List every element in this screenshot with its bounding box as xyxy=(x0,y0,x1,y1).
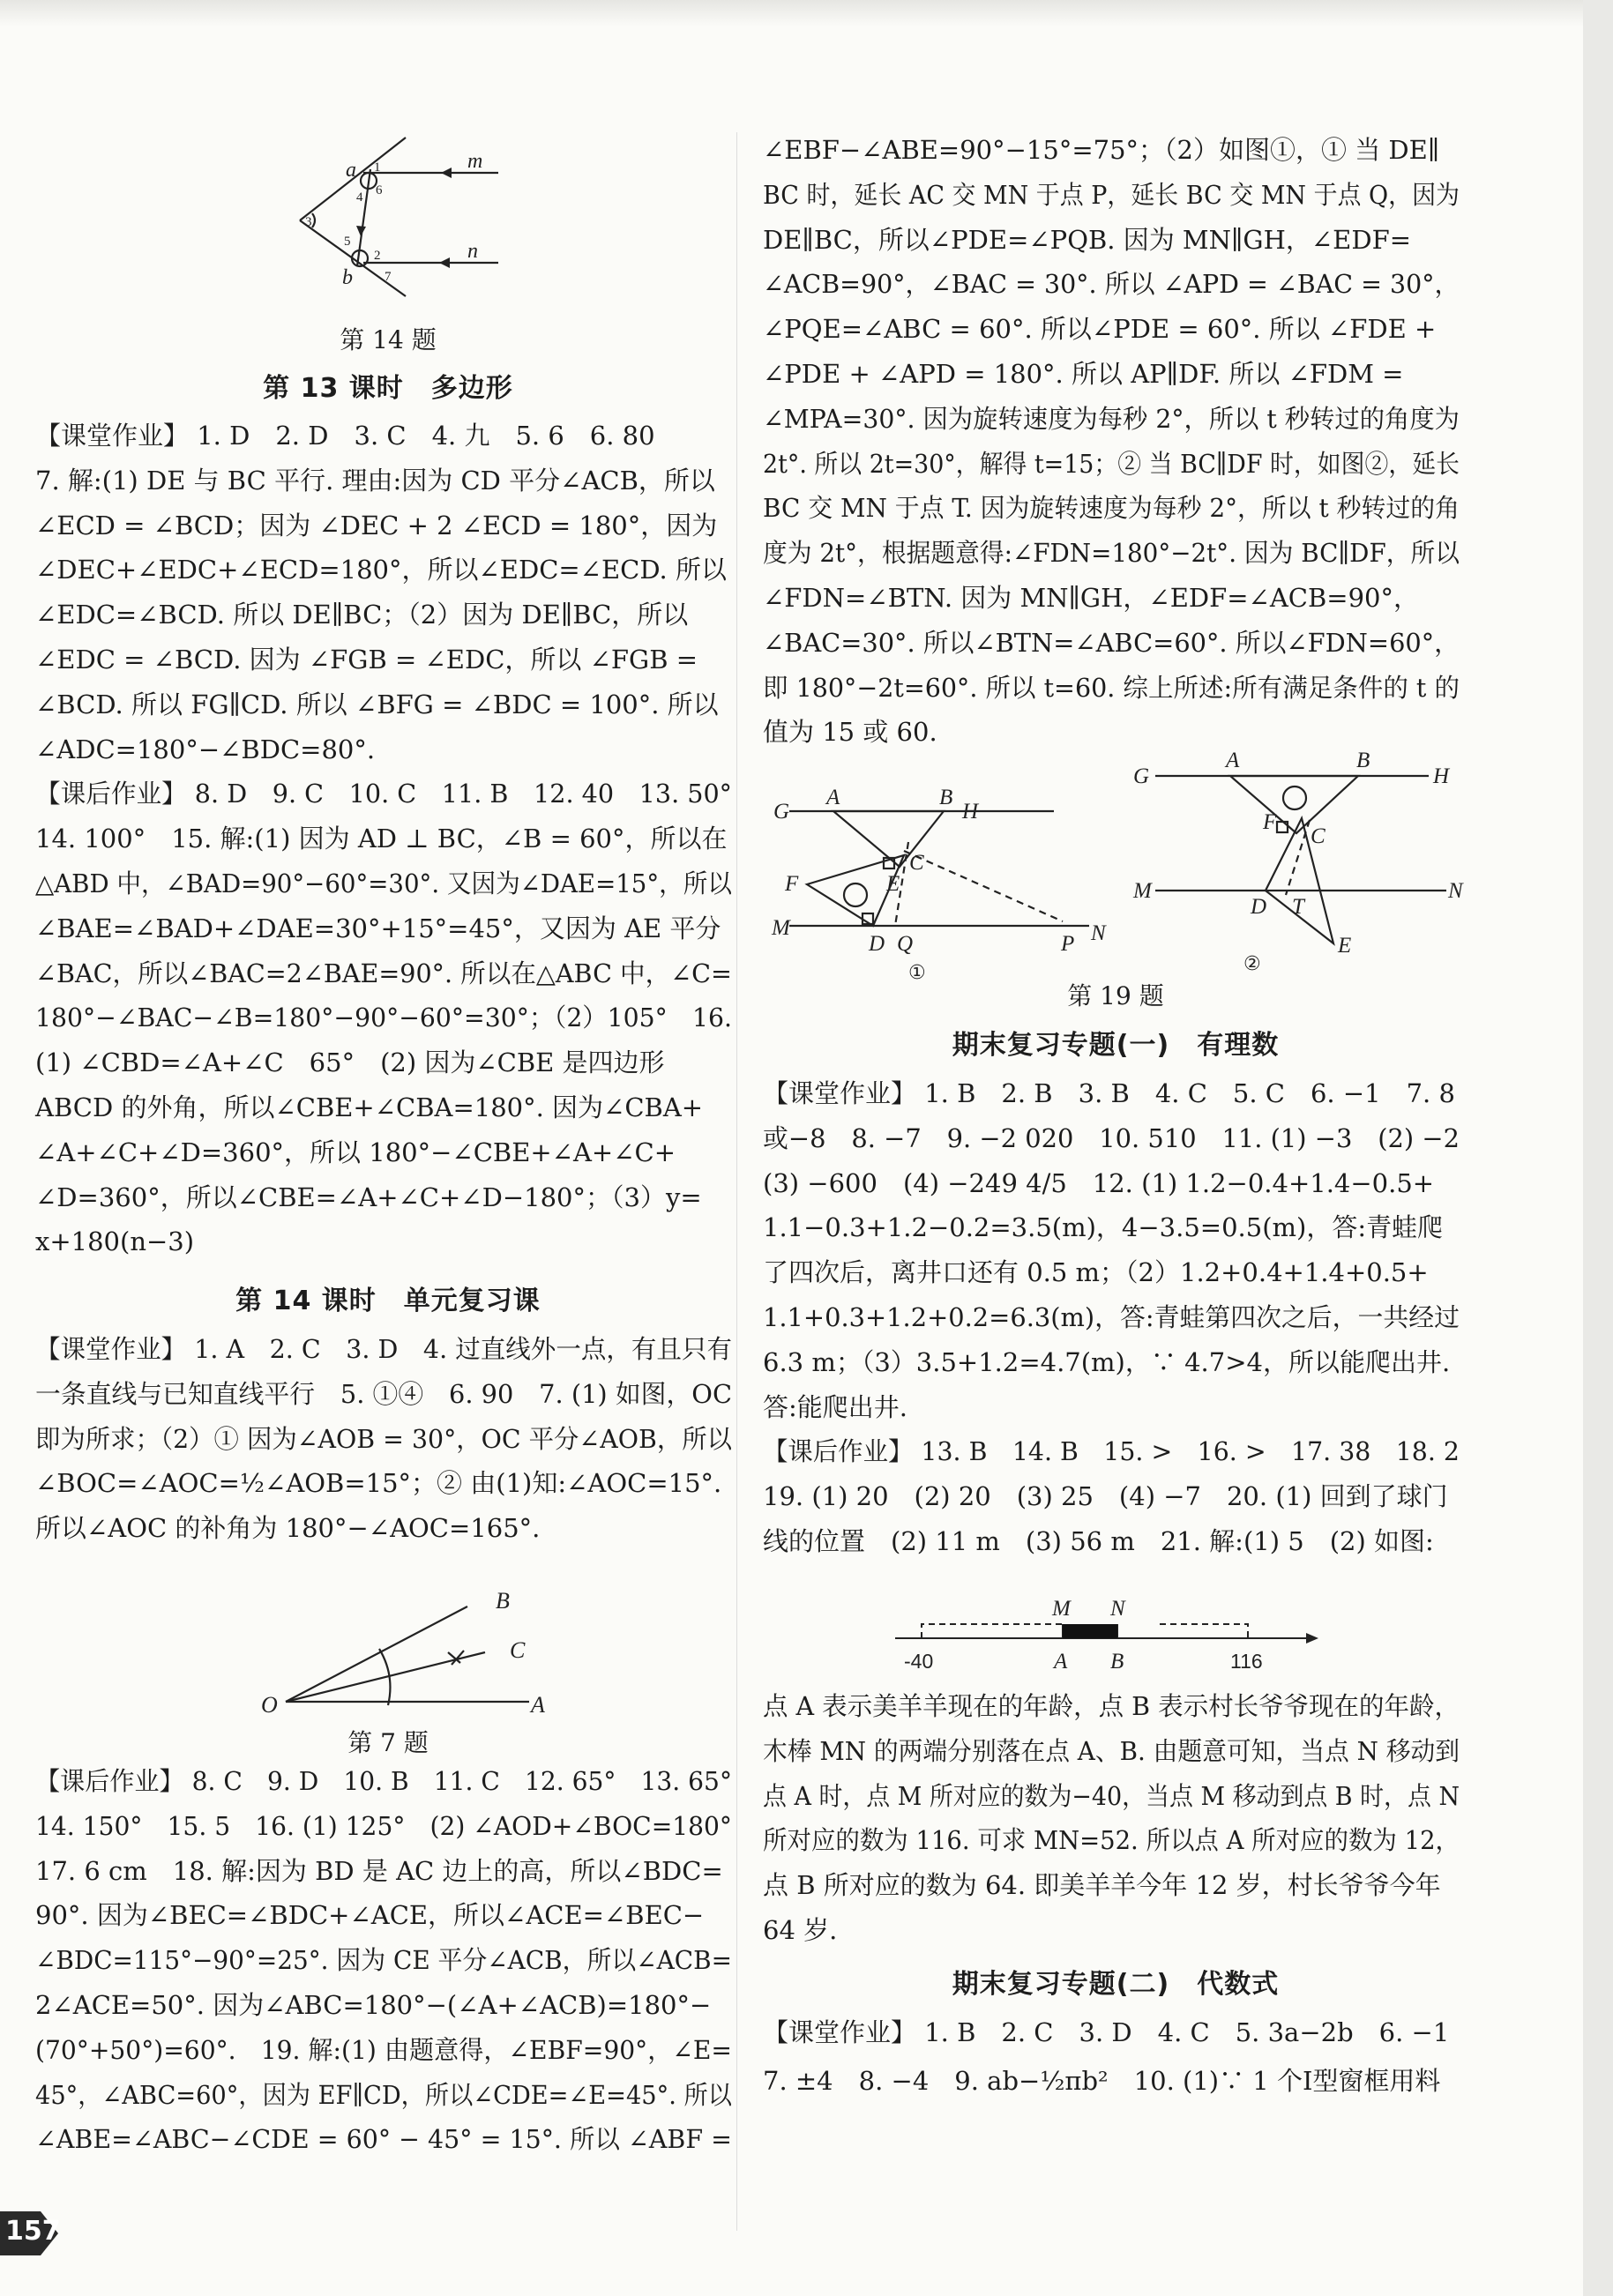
fig1-label-M: M xyxy=(772,916,790,940)
text-line xyxy=(35,1853,723,1889)
label-3: 3 xyxy=(305,215,312,229)
arrow-ray-icon xyxy=(356,226,366,236)
number-line-figure xyxy=(895,1587,1327,1684)
text-line xyxy=(763,714,937,749)
section-13-title: 第 13 课时 多边形 xyxy=(263,373,513,404)
text-line-content: 14. 150° 15. 5 16. (1) 125° (2) ∠AOD+∠BOC=180° xyxy=(35,1810,732,1841)
text-line xyxy=(35,552,727,587)
page-top-shading xyxy=(0,0,1613,26)
text-line xyxy=(35,1987,711,2023)
text-line xyxy=(35,1376,732,1412)
page-number-badge xyxy=(0,2203,60,2264)
text-line xyxy=(763,1210,1443,1245)
text-line xyxy=(763,1390,907,1425)
stick-MN xyxy=(1063,1624,1117,1638)
text-line xyxy=(763,177,1460,212)
text-line-content: 木棒 MN 的两端分别落在点 A、B. 由题意可知，当点 N 移动到 xyxy=(763,1735,1460,1766)
text-line xyxy=(35,2077,732,2113)
text-line xyxy=(763,2063,1440,2098)
text-line-content: ∠BAE=∠BAD+∠DAE=30°+15°=45°，又因为 AE 平分 xyxy=(35,913,721,943)
text-line-content: x+180(n−3) xyxy=(35,1226,195,1257)
fig2-label-M: M xyxy=(1133,879,1152,903)
text-line xyxy=(763,266,1460,302)
text-line xyxy=(763,446,1460,481)
figure-14 xyxy=(282,132,512,300)
text-line-content: ∠EDC=∠BCD. 所以 DE∥BC；（2）因为 DE∥BC，所以 xyxy=(35,600,689,630)
text-line xyxy=(35,1510,540,1546)
text-line-content: ∠PDE + ∠APD = 180°. 所以 AP∥DF. 所以 ∠FDM = xyxy=(763,359,1404,389)
text-line xyxy=(35,1090,703,1125)
fig2-label-B: B xyxy=(1356,749,1370,772)
fig1-label-A: A xyxy=(826,786,840,809)
text-line-content: ∠BOC=∠AOC=½∠AOB=15°；② 由(1)知:∠AOC=15°. xyxy=(35,1468,722,1499)
text-line xyxy=(763,2015,1449,2050)
fig1-label-H: H xyxy=(962,800,979,824)
text-line-content: ∠ACB=90°，∠BAC = 30°. 所以 ∠APD = ∠BAC = 30°， xyxy=(763,269,1460,300)
text-line-content: 2∠ACE=50°. 因为∠ABC=180°−(∠A+∠ACB)=180°− xyxy=(35,1990,712,2020)
nl-label-B: B xyxy=(1110,1650,1124,1674)
figure-19-2-diagram xyxy=(1129,741,1473,988)
fig2-label-F: F xyxy=(1263,810,1277,834)
text-line-content: 7. 解:(1) DE 与 BC 平行. 理由:因为 CD 平分∠ACB，所以 xyxy=(35,465,715,496)
text-line xyxy=(763,1076,1455,1111)
text-line-content: ∠MPA=30°. 因为旋转速度为每秒 2°，所以 t 秒转过的角度为 xyxy=(763,403,1460,434)
label-b: b xyxy=(342,266,353,289)
text-line xyxy=(763,1255,1429,1290)
text-line xyxy=(35,642,698,677)
figure-7-caption: 第 7 题 xyxy=(347,1728,429,1757)
label-1: 1 xyxy=(374,160,381,175)
text-line-content: 64 岁. xyxy=(763,1915,838,1945)
label-O: O xyxy=(261,1692,278,1718)
text-line-content: 所对应的数为 116. 可求 MN=52. 所以点 A 所对应的数为 12， xyxy=(763,1825,1460,1856)
text-line xyxy=(35,1045,665,1080)
text-line-content: 19. (1) 20 (2) 20 (3) 25 (4) −7 20. (1) 回到了球门 xyxy=(763,1481,1448,1512)
text-line-content: 即为所求；（2）① 因为∠AOB = 30°，OC 平分∠AOB，所以 xyxy=(35,1423,732,1454)
text-line xyxy=(763,580,1419,615)
text-line-content: 点 A 时，点 M 所对应的数为−40，当点 M 移动到点 B 时，点 N xyxy=(763,1780,1460,1811)
text-line-content: ∠EBF−∠ABE=90°−15°=75°；（2）如图①，① 当 DE∥ xyxy=(763,135,1440,165)
text-line-content: ∠EDC = ∠BCD. 因为 ∠FGB = ∠EDC，所以 ∠FGB = xyxy=(35,645,698,675)
text-line-content: 180°−∠BAC−∠B=180°−90°−60°=30°；（2）105° 16. xyxy=(35,1003,732,1033)
text-line-content: 度为 2t°，根据题意得:∠FDN=180°−2t°. 因为 BC∥DF，所以 xyxy=(763,538,1460,569)
text-line xyxy=(763,490,1460,526)
text-line xyxy=(763,1688,1460,1724)
fig1-label-Q: Q xyxy=(897,932,914,956)
fig2-label-A: A xyxy=(1226,749,1240,772)
text-line-content: 线的位置 (2) 11 m (3) 56 m 21. 解:(1) 5 (2) 如图: xyxy=(763,1526,1434,1556)
fig1-label-P: P xyxy=(1061,932,1075,956)
figure-19-1 xyxy=(763,767,1116,988)
label-7: 7 xyxy=(385,270,392,284)
nl-value-116: 116 xyxy=(1230,1650,1263,1673)
text-line-content: 点 B 所对应的数为 64. 即美羊羊今年 12 岁，村长爷爷今年 xyxy=(763,1870,1441,1901)
nl-label-A: A xyxy=(1054,1650,1068,1674)
nl-label-N: N xyxy=(1110,1597,1125,1621)
text-line-content: ∠A+∠C+∠D=360°，所以 180°−∠CBE+∠A+∠C+ xyxy=(35,1137,676,1167)
fig2-label-T: T xyxy=(1292,895,1304,919)
fig1-label-G: G xyxy=(773,800,790,824)
fig1-label-E: E xyxy=(886,872,900,896)
text-line-content: 【课后作业】 8. D 9. C 10. C 11. B 12. 40 13. 50° xyxy=(35,779,732,809)
label-n: n xyxy=(467,240,478,263)
text-line-content: BC 交 MN 于点 T. 因为旋转速度为每秒 2°，所以 t 秒转过的角 xyxy=(763,493,1460,524)
text-line xyxy=(763,1300,1460,1335)
figure-14-caption: 第 14 题 xyxy=(340,325,437,354)
text-line-content: ∠ABE=∠ABC−∠CDE = 60° − 45° = 15°. 所以 ∠ABF = xyxy=(35,2124,732,2155)
label-6: 6 xyxy=(376,183,383,198)
text-line-content: 值为 15 或 60. xyxy=(763,717,937,748)
text-line-content: ∠ADC=180°−∠BDC=80°. xyxy=(35,734,376,764)
text-line xyxy=(35,1465,721,1501)
review-1-title: 期末复习专题(一) 有理数 xyxy=(952,1030,1280,1061)
figure-19-1-diagram xyxy=(763,767,1116,988)
arrow-n-icon xyxy=(439,257,450,268)
text-line-content: BC 时，延长 AC 交 MN 于点 P，延长 BC 交 MN 于点 Q，因为 xyxy=(763,179,1460,210)
text-line-content: 【课后作业】 8. C 9. D 10. B 11. C 12. 65° 13. 65° xyxy=(35,1766,732,1796)
fig1-label-C: C xyxy=(909,851,924,875)
text-line-content: 90°. 因为∠BEC=∠BDC+∠ACE，所以∠ACE=∠BEC− xyxy=(35,1900,705,1931)
text-line xyxy=(35,687,719,722)
text-line xyxy=(35,2032,732,2068)
text-line xyxy=(35,1808,732,1844)
fig2-label-E: E xyxy=(1338,934,1352,958)
text-line-content: 【课堂作业】 1. B 2. B 3. B 4. C 5. C 6. −1 7. 8 xyxy=(763,1078,1455,1108)
text-line xyxy=(763,1733,1460,1769)
text-line xyxy=(763,311,1436,347)
axis-arrow-icon xyxy=(1306,1633,1318,1644)
text-line xyxy=(35,1421,732,1457)
text-line xyxy=(35,508,717,543)
text-line xyxy=(35,1135,676,1170)
fig2-tag: ② xyxy=(1243,953,1261,975)
text-line-content: 一条直线与已知直线平行 5. ①④ 6. 90 7. (1) 如图，OC xyxy=(35,1378,732,1409)
text-line xyxy=(35,776,732,811)
fig2-label-D: D xyxy=(1251,895,1267,919)
text-line xyxy=(763,1121,1460,1156)
fig2-label-H: H xyxy=(1433,764,1450,788)
text-line xyxy=(35,1897,704,1933)
figure-7-diagram xyxy=(256,1587,556,1719)
text-line-content: △ABD 中，∠BAD=90°−60°=30°. 又因为∠DAE=15°，所以 xyxy=(35,868,732,898)
text-line xyxy=(763,625,1460,660)
text-line-content: 17. 6 cm 18. 解:因为 BD 是 AC 边上的高，所以∠BDC= xyxy=(35,1855,723,1886)
text-line-content: 1.1−0.3+1.2−0.2=3.5(m)，4−3.5=0.5(m)，答:青蛙爬 xyxy=(763,1212,1444,1243)
text-line-content: (1) ∠CBD=∠A+∠C 65° (2) 因为∠CBE 是四边形 xyxy=(35,1047,665,1078)
text-line xyxy=(35,1763,732,1799)
label-5: 5 xyxy=(344,235,351,249)
text-line xyxy=(763,1434,1460,1469)
label-a: a xyxy=(346,159,356,182)
text-line-content: 14. 100° 15. 解:(1) 因为 AD ⊥ BC，∠B = 60°，所以在 xyxy=(35,824,728,854)
text-line-content: ∠BCD. 所以 FG∥CD. 所以 ∠BFG = ∠BDC = 100°. 所以 xyxy=(35,689,719,719)
text-line xyxy=(763,670,1460,705)
text-line-content: ∠BAC，所以∠BAC=2∠BAE=90°. 所以在△ABC 中，∠C= xyxy=(35,958,732,988)
column-divider xyxy=(736,132,737,2231)
text-line-content: ∠D=360°，所以∠CBE=∠A+∠C+∠D−180°；（3）y= xyxy=(35,1182,702,1212)
nl-label-M: M xyxy=(1052,1597,1071,1621)
text-line-content: 45°，∠ABC=60°，因为 EF∥CD，所以∠CDE=∠E=45°. 所以 xyxy=(35,2079,732,2110)
figure-7 xyxy=(256,1587,556,1719)
fig1-label-D: D xyxy=(869,932,885,956)
text-line xyxy=(35,956,732,991)
text-line-content: 了四次后，离井口还有 0.5 m；（2）1.2+0.4+1.4+0.5+ xyxy=(763,1257,1429,1288)
text-line-content: 【课后作业】 13. B 14. B 15. > 16. > 17. 38 18. 2 xyxy=(763,1436,1460,1467)
text-line xyxy=(763,1912,837,1948)
label-m: m xyxy=(467,150,483,173)
text-line xyxy=(35,732,375,767)
page-edge xyxy=(1583,0,1613,2296)
figure-14-diagram xyxy=(282,132,512,300)
text-line-content: 【课堂作业】 1. D 2. D 3. C 4. 九 5. 6 6. 80 xyxy=(35,421,655,451)
text-line xyxy=(763,1345,1450,1380)
text-line xyxy=(35,2121,732,2157)
page-number: 157 xyxy=(5,2216,61,2247)
text-line xyxy=(35,1331,732,1367)
text-line-content: ABCD 的外角，所以∠CBE+∠CBA=180°. 因为∠CBA+ xyxy=(35,1092,704,1122)
text-line-content: ∠FDN=∠BTN. 因为 MN∥GH，∠EDF=∠ACB=90°， xyxy=(763,583,1419,613)
fig2-label-N: N xyxy=(1448,879,1463,903)
fig1-label-N: N xyxy=(1091,921,1106,945)
text-line xyxy=(35,1942,732,1978)
text-line-content: ∠DEC+∠EDC+∠ECD=180°，所以∠EDC=∠ECD. 所以 xyxy=(35,555,727,585)
text-line xyxy=(35,463,715,498)
text-line xyxy=(763,132,1439,168)
figure-19-2 xyxy=(1129,741,1473,988)
label-4: 4 xyxy=(356,190,363,205)
text-line-content: 答:能爬出井. xyxy=(763,1391,907,1422)
text-line xyxy=(763,222,1411,257)
section-14-title: 第 14 课时 单元复习课 xyxy=(235,1286,541,1316)
text-line xyxy=(763,1823,1460,1858)
fig1-label-B: B xyxy=(939,786,953,809)
figure-19-caption: 第 19 题 xyxy=(1067,981,1164,1010)
number-line-diagram xyxy=(895,1587,1327,1684)
review-2-title: 期末复习专题(二) 代数式 xyxy=(952,1969,1280,2000)
text-line xyxy=(763,535,1460,570)
text-line xyxy=(35,821,728,856)
label-B: B xyxy=(496,1588,510,1614)
fig1-label-F: F xyxy=(785,872,799,896)
text-line-content: 1.1+0.3+1.2+0.2=6.3(m)，答:青蛙第四次之后，一共经过 xyxy=(763,1302,1460,1332)
text-line xyxy=(35,418,655,453)
nl-value-minus40: -40 xyxy=(904,1650,934,1673)
text-line xyxy=(763,1166,1434,1201)
text-line-content: ∠ECD = ∠BCD；因为 ∠DEC + 2 ∠ECD = 180°，因为 xyxy=(35,510,718,540)
text-line-content: 所以∠AOC 的补角为 180°−∠AOC=165°. xyxy=(35,1513,541,1544)
arrow-m-icon xyxy=(441,168,452,178)
text-line-content: 6.3 m；（3）3.5+1.2=4.7(m)，∵ 4.7>4，所以能爬出井. xyxy=(763,1346,1451,1377)
label-A: A xyxy=(531,1692,545,1718)
fig2-label-C: C xyxy=(1311,824,1325,848)
text-line-content: ∠PQE=∠ABC = 60°. 所以∠PDE = 60°. 所以 ∠FDE + xyxy=(763,314,1437,345)
text-line xyxy=(763,1524,1434,1559)
text-line-content: (3) −600 (4) −249 4/5 12. (1) 1.2−0.4+1.4−0.5+ xyxy=(763,1167,1435,1198)
text-line-content: 即 180°−2t=60°. 所以 t=60. 综上所述:所有满足条件的 t 的 xyxy=(763,672,1460,703)
text-line xyxy=(763,1778,1460,1814)
text-line xyxy=(35,866,732,901)
text-line xyxy=(763,1479,1448,1514)
label-C: C xyxy=(510,1637,526,1663)
text-line-content: 【课堂作业】 1. B 2. C 3. D 4. C 5. 3a−2b 6. −1 xyxy=(763,2017,1450,2047)
text-line-content: 2t°. 所以 2t=30°，解得 t=15；② 当 BC∥DF 时，如图②，延长 xyxy=(763,448,1460,479)
text-line-content: ∠BAC=30°. 所以∠BTN=∠ABC=60°. 所以∠FDN=60°， xyxy=(763,627,1460,658)
text-line-content: DE∥BC，所以∠PDE=∠PQB. 因为 MN∥GH，∠EDF= xyxy=(763,224,1411,255)
text-line xyxy=(763,401,1460,436)
fig1-tag: ① xyxy=(908,962,926,984)
text-line-content: 点 A 表示美羊羊现在的年龄，点 B 表示村长爷爷现在的年龄， xyxy=(763,1691,1460,1721)
text-line xyxy=(763,1867,1441,1903)
text-line-content: (70°+50°)=60°. 19. 解:(1) 由题意得，∠EBF=90°，∠E= xyxy=(35,2034,732,2065)
text-line-content: 或−8 8. −7 9. −2 020 10. 510 11. (1) −3 (2) −2 xyxy=(763,1122,1460,1153)
text-line xyxy=(35,1000,732,1035)
text-line xyxy=(35,1180,702,1215)
text-line-content: ∠BDC=115°−90°=25°. 因为 CE 平分∠ACB，所以∠ACB= xyxy=(35,1945,732,1976)
fig2-label-G: G xyxy=(1133,764,1150,788)
label-2: 2 xyxy=(374,249,381,263)
text-line-content: 【课堂作业】 1. A 2. C 3. D 4. 过直线外一点，有且只有 xyxy=(35,1334,732,1364)
text-line xyxy=(35,597,688,632)
text-line-content: 7. ±4 8. −4 9. ab−½πb² 10. (1)∵ 1 个Ⅰ型窗框用料 xyxy=(763,2066,1441,2096)
text-line xyxy=(763,356,1403,391)
text-line xyxy=(35,911,721,946)
text-line xyxy=(35,1224,194,1259)
